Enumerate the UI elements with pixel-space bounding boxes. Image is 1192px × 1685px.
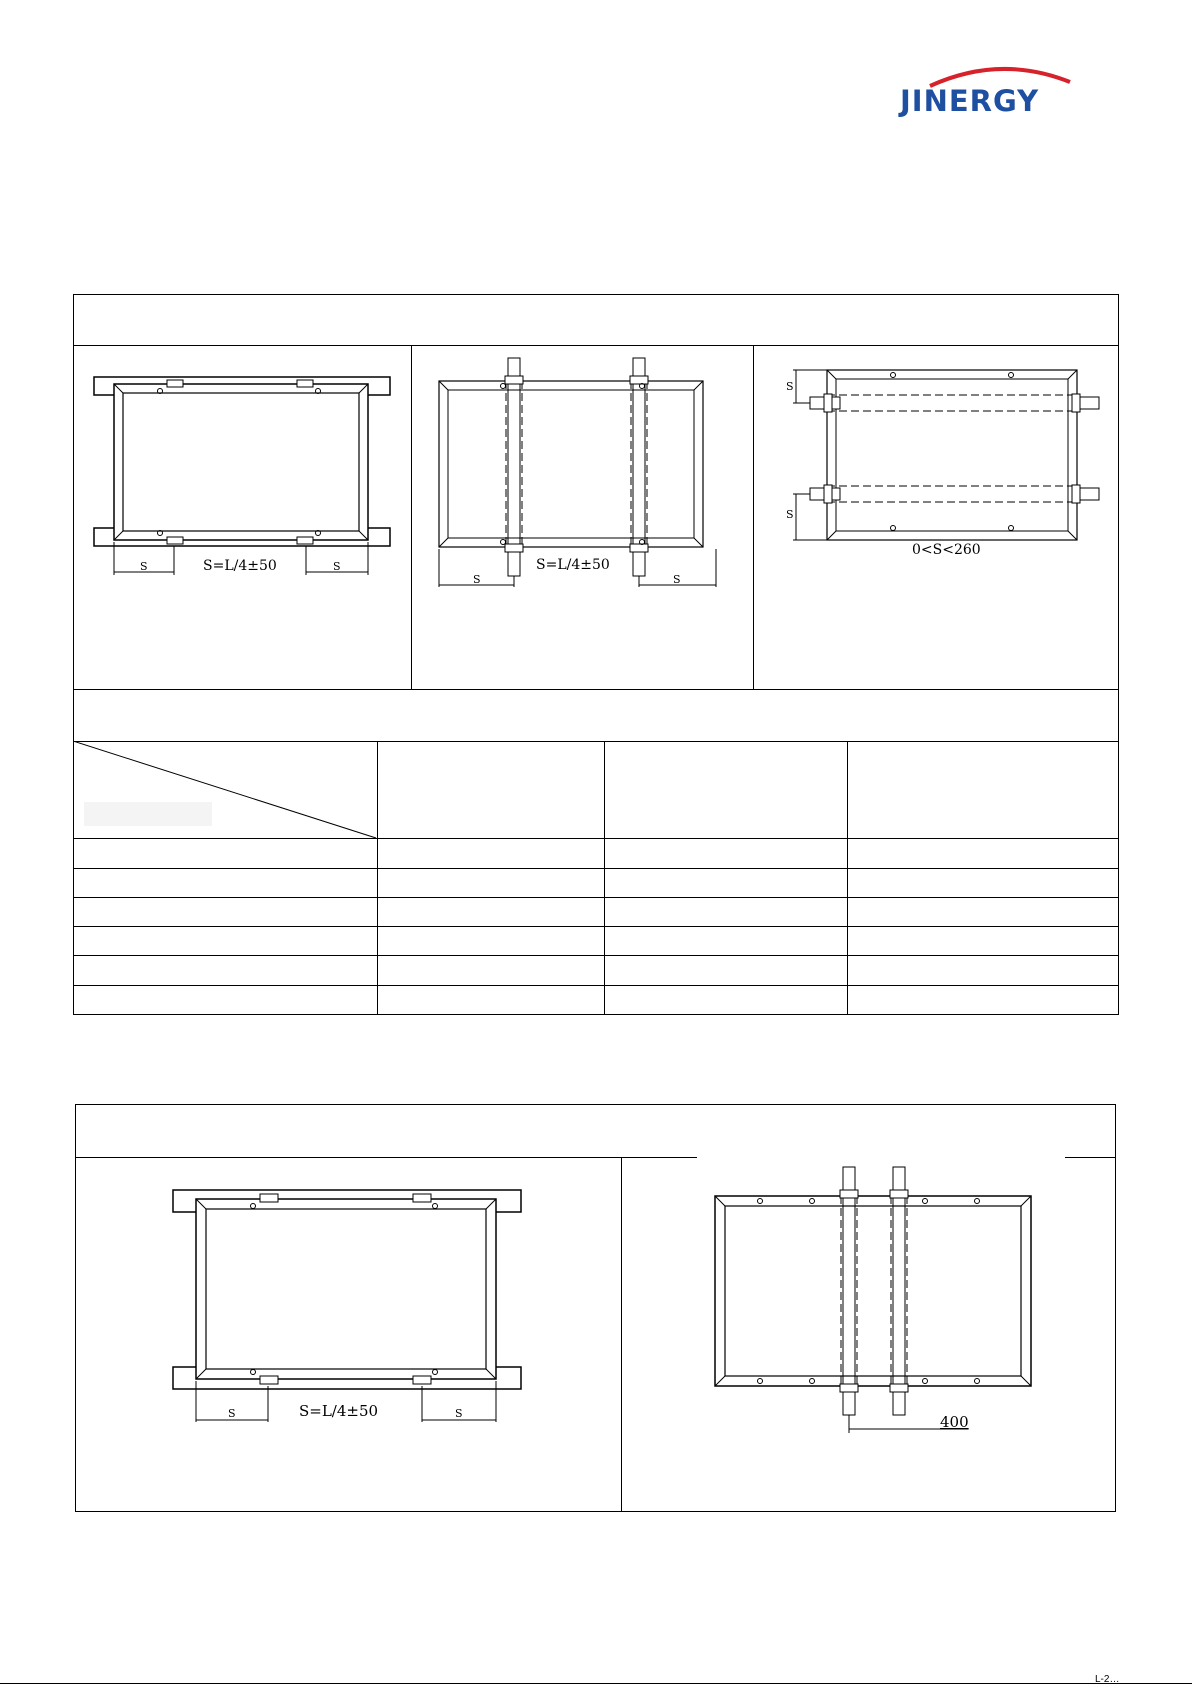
logo-text: JINERGY xyxy=(900,84,1040,118)
section1-divider-2 xyxy=(753,345,754,690)
table-row-line xyxy=(73,868,1119,869)
dim-s-left: S xyxy=(228,1407,236,1420)
table-row-line xyxy=(73,838,1119,839)
footer-line xyxy=(0,1683,1192,1684)
footer-partial-text: L-2… xyxy=(1095,1674,1120,1685)
mounting-diagram-cross-rails xyxy=(430,355,730,595)
mounting-diagram-long-side-rails xyxy=(780,362,1110,562)
table-row-line xyxy=(73,897,1119,898)
section2-header-line-right xyxy=(1065,1157,1116,1158)
table-col-line-2 xyxy=(604,741,605,1015)
section2-header-line-left xyxy=(75,1157,697,1158)
dim-s-bottom: S xyxy=(786,508,794,521)
table-col-line-3 xyxy=(847,741,848,1015)
table-row-line xyxy=(73,955,1119,956)
spacing-formula: S=L/4±50 xyxy=(299,1402,379,1420)
table-row-line xyxy=(73,985,1119,986)
spacing-range: 0<S<260 xyxy=(912,542,981,558)
mounting-diagram-short-rails xyxy=(85,360,405,580)
spacing-formula: S=L/4±50 xyxy=(203,558,277,574)
spacing-formula: S=L/4±50 xyxy=(536,557,610,573)
section1-mid-line xyxy=(73,689,1119,690)
logo xyxy=(900,60,1085,120)
dim-s-top: S xyxy=(786,380,794,393)
table-header-placeholder xyxy=(84,802,212,826)
section1-header-line xyxy=(73,345,1119,346)
table-row-line xyxy=(73,926,1119,927)
mounting-diagram-close-rails xyxy=(710,1163,1040,1438)
table-col-line-1 xyxy=(377,741,378,1015)
section1-divider-1 xyxy=(411,345,412,690)
section2-divider xyxy=(621,1157,622,1512)
dim-s-left: S xyxy=(140,560,148,573)
dim-s-right: S xyxy=(673,573,681,586)
dim-s-right: S xyxy=(333,560,341,573)
dim-rail-spacing: 400 xyxy=(940,1413,969,1431)
mounting-diagram-short-rails-2 xyxy=(165,1180,535,1430)
dim-s-left: S xyxy=(473,573,481,586)
dim-s-right: S xyxy=(455,1407,463,1420)
